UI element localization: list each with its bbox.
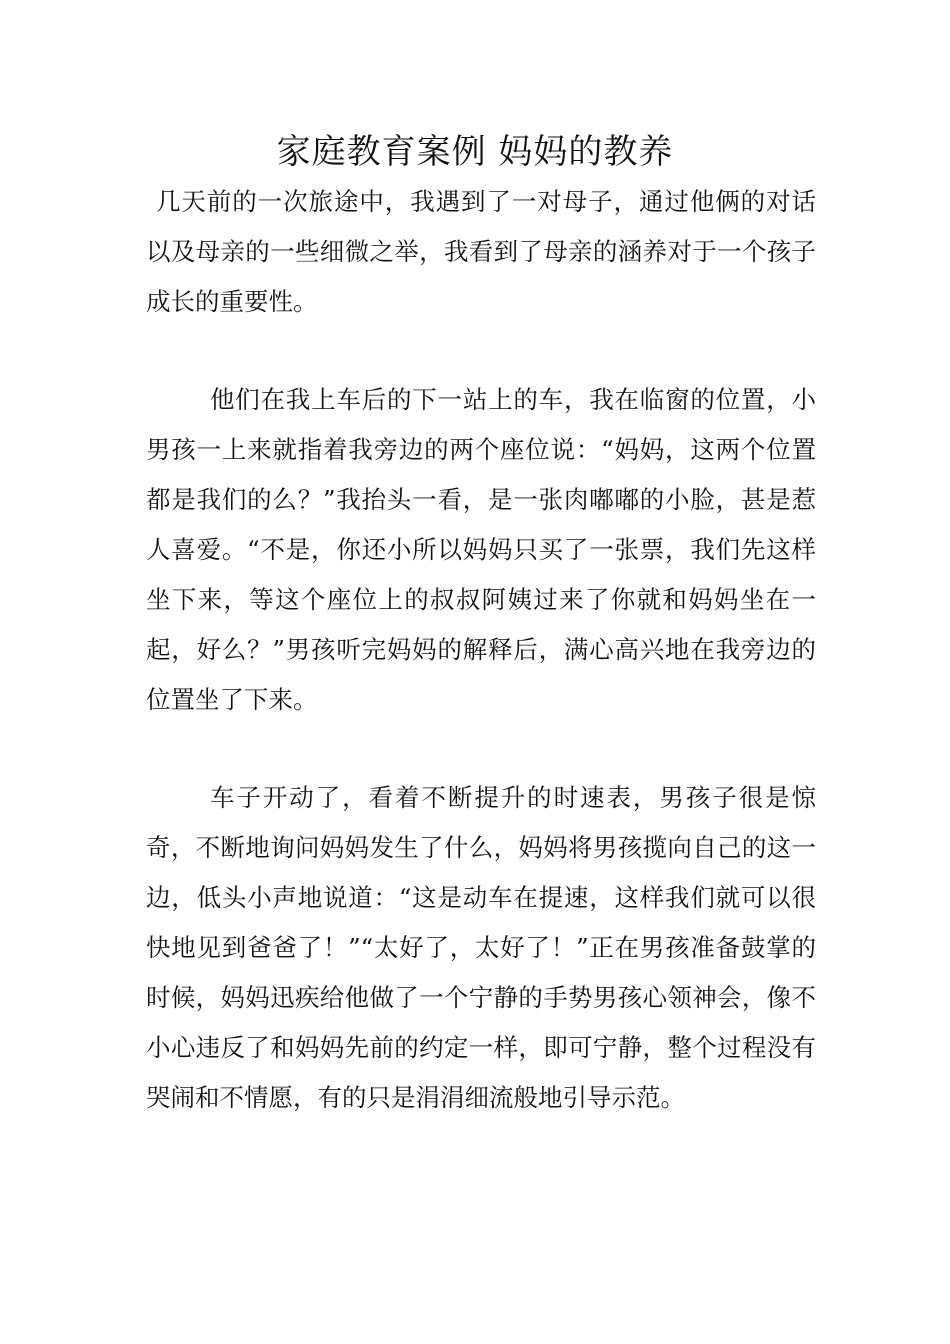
paragraph-3: 车子开动了，看着不断提升的时速表，男孩子很是惊奇，不断地询问妈妈发生了什么，妈妈将男孩揽向自己的这一边，低头小声地说道：“这是动车在提速，这样我们就可以很快地见到爸爸了！”“太好了，太好了！”正在男孩准备鼓掌的时候，妈妈迅疾给他做了一个宁静的手势男孩心领神会，像不小心违反了和妈妈先前的约定一样，即可宁静，整个过程没有哭闹和不情愿，有的只是涓涓细流般地引导示范。 <box>146 783 816 1112</box>
paragraph-2: 他们在我上车后的下一站上的车，我在临窗的位置，小男孩一上来就指着我旁边的两个座位说：“妈妈，这两个位置都是我们的么？”我抬头一看，是一张肉嘟嘟的小脸，甚是惹人喜爱。“不是，你还小所以妈妈只买了一张票，我们先这样坐下来，等这个座位上的叔叔阿姨过来了你就和妈妈坐在一起，好么？”男孩听完妈妈的解释后，满心高兴地在我旁边的位置坐了下来。 <box>146 385 816 714</box>
document-title: 家庭教育案例 妈妈的教养 <box>276 132 674 172</box>
paragraph-1: 几天前的一次旅途中，我遇到了一对母子，通过他俩的对话以及母亲的一些细微之举，我看到了母亲的涵养对于一个孩子成长的重要性。 <box>146 187 816 316</box>
